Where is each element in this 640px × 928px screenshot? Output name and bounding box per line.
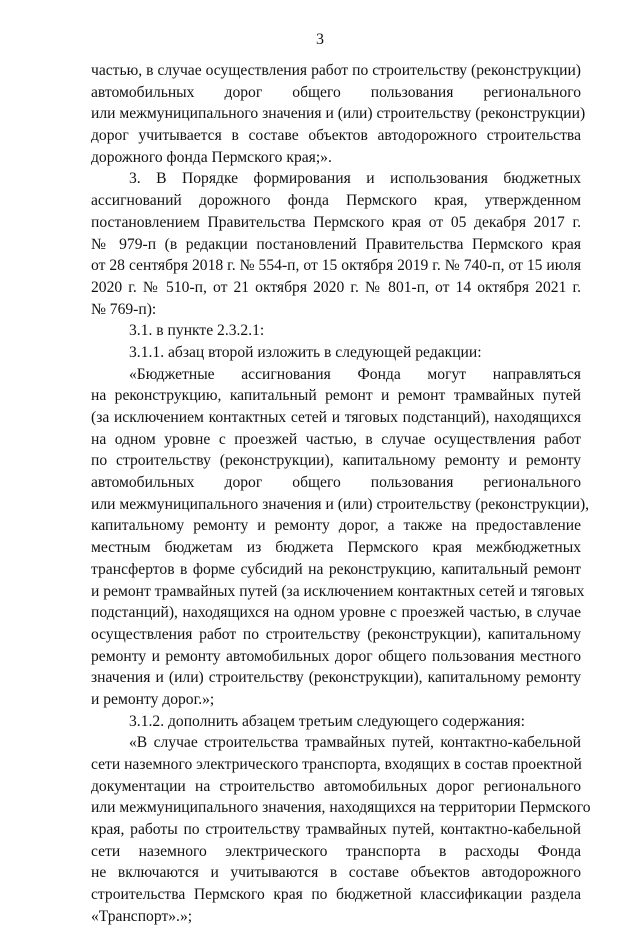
text-line: или межмуниципального значения и (или) строительству (реконструкции),: [91, 495, 590, 513]
text-line: подстанций), находящихся на одном уровне с проезжей частью, в случае: [91, 604, 581, 622]
text-line: местным бюджетам из бюджета Пермского края межбюджетных: [91, 539, 581, 557]
text-line: и ремонт трамвайных путей (за исключением контактных сетей и тяговых: [91, 582, 585, 600]
text-line: «Транспорт».»;: [91, 907, 193, 925]
text-line: или межмуниципального значения и (или) строительству (реконструкции): [91, 105, 586, 123]
text-line: «Бюджетные ассигнования Фонда могут направляться: [129, 365, 581, 383]
text-line: частью, в случае осуществления работ по строительству (реконструкции): [91, 62, 581, 79]
text-line: документации на строительство автомобильных дорог регионального: [91, 777, 581, 795]
text-line: осуществления работ по строительству (реконструкции), капитальному: [91, 625, 581, 643]
text-line: капитальному ремонту и ремонту дорог, а также на предоставление: [91, 517, 581, 535]
text-line: или межмуниципального значения, находящихся на территории Пермского: [91, 799, 591, 817]
text-line: 3.1.1. абзац второй изложить в следующей редакции:: [129, 343, 482, 361]
page-number: 3: [316, 31, 324, 48]
text-line: и ремонту дорог.»;: [91, 690, 215, 708]
text-line: сети наземного электрического транспорта в расходы Фонда: [91, 842, 581, 860]
document-body: [91, 60, 591, 928]
text-line: № 979-п (в редакции постановлений Правительства Пермского края: [91, 235, 581, 253]
text-line: значения и (или) строительству (реконструкции), капитальному ремонту: [91, 669, 581, 687]
text-line: не включаются и учитываются в составе объектов автодорожного: [91, 864, 581, 882]
text-line: «В случае строительства трамвайных путей, контактно-кабельной: [129, 734, 581, 752]
text-line: дорог учитывается в составе объектов автодорожного строительства: [91, 127, 581, 145]
text-line: строительства Пермского края по бюджетной классификации раздела: [91, 886, 581, 904]
text-line: 2020 г. № 510-п, от 21 октября 2020 г. № 801-п, от 14 октября 2021 г.: [91, 278, 581, 296]
text-line: сети наземного электрического транспорта, входящих в состав проектной: [91, 756, 582, 773]
text-line: трансфертов в форме субсидий на реконструкцию, капитальный ремонт: [91, 560, 581, 578]
text-line: № 769-п):: [91, 300, 157, 318]
text-line: постановлением Правительства Пермского края от 05 декабря 2017 г.: [91, 213, 581, 231]
text-line: края, работы по строительству трамвайных путей, контактно-кабельной: [91, 821, 581, 839]
text-line: ремонту и ремонту автомобильных дорог общего пользования местного: [91, 647, 581, 665]
text-line: дорожного фонда Пермского края;».: [91, 148, 332, 166]
text-line: 3.1. в пункте 2.3.2.1:: [129, 322, 265, 340]
text-line: 3.1.2. дополнить абзацем третьим следующего содержания:: [129, 712, 525, 730]
text-line: (за исключением контактных сетей и тяговых подстанций), находящихся: [91, 409, 581, 426]
text-line: ассигнований дорожного фонда Пермского края, утвержденном: [91, 192, 581, 210]
text-line: на одном уровне с проезжей частью, в случае осуществления работ: [91, 430, 581, 448]
text-line: по строительству (реконструкции), капитальному ремонту и ремонту: [91, 452, 581, 470]
text-line: от 28 сентября 2018 г. № 554-п, от 15 октября 2019 г. № 740-п, от 15 июля: [91, 257, 581, 275]
text-line: автомобильных дорог общего пользования регионального: [91, 83, 581, 101]
text-line: на реконструкцию, капитальный ремонт и ремонт трамвайных путей: [91, 387, 581, 405]
text-line: 3. В Порядке формирования и использования бюджетных: [129, 170, 581, 188]
text-line: автомобильных дорог общего пользования регионального: [91, 474, 581, 492]
